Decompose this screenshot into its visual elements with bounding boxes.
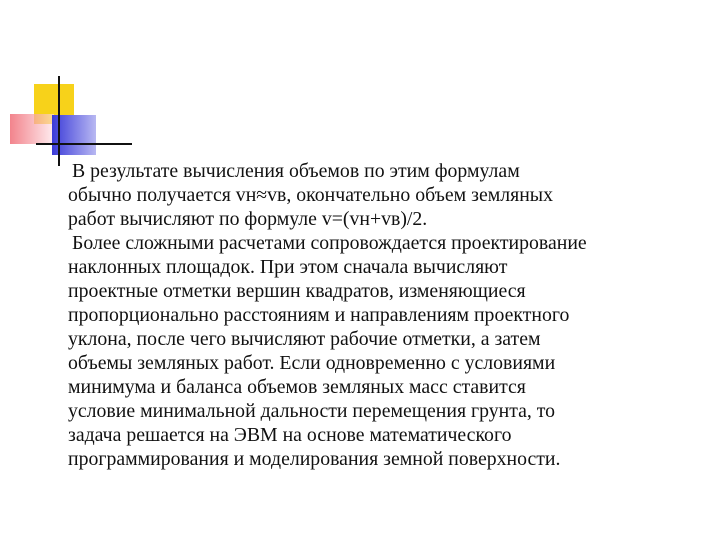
text-line: минимума и баланса объемов земляных масс ставится — [68, 376, 526, 398]
text-line: программирования и моделирования земной поверхности. — [68, 448, 561, 470]
vertical-rule — [58, 76, 60, 166]
text-line: пропорционально расстояниям и направлениям проектного — [68, 304, 570, 326]
paragraph-2 — [48, 231, 704, 471]
text-line: Более сложными расчетами сопровождается проектирование — [72, 232, 587, 254]
slide-body — [48, 159, 704, 471]
text-line: наклонных площадок. При этом сначала вычисляют — [68, 256, 508, 278]
red-square — [10, 114, 54, 144]
slide-decoration — [0, 0, 120, 170]
text-line: В результате вычисления объемов по этим формулам — [72, 160, 520, 182]
text-line: проектные отметки вершин квадратов, изменяющиеся — [68, 280, 526, 302]
text-line: уклона, после чего вычисляют рабочие отметки, а затем — [68, 328, 541, 350]
text-line: задача решается на ЭВМ на основе математического — [68, 424, 512, 446]
horizontal-rule — [36, 143, 132, 145]
text-line: работ вычисляют по формуле v=(vн+vв)/2. — [68, 208, 428, 230]
paragraph-1 — [48, 159, 704, 231]
text-line: обычно получается vн≈vв, окончательно объем земляных — [68, 184, 553, 206]
text-line: условие минимальной дальности перемещения грунта, то — [68, 400, 556, 422]
text-line: объемы земляных работ. Если одновременно с условиями — [68, 352, 556, 374]
